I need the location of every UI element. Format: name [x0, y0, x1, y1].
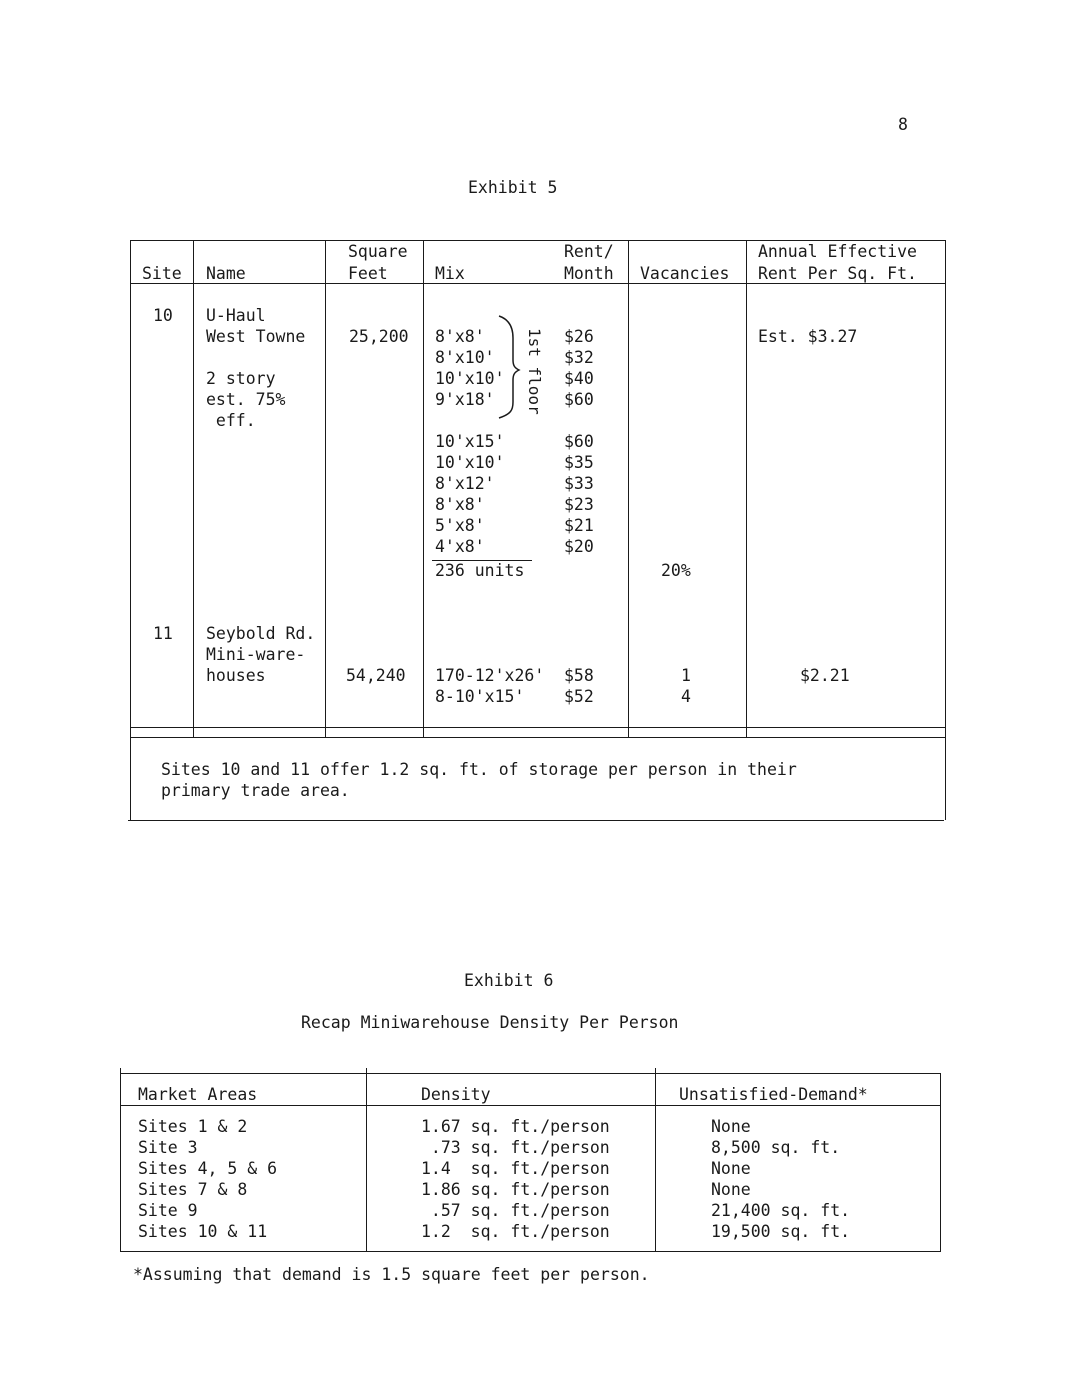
exhibit6-title: Exhibit 6 — [464, 971, 554, 990]
header-market-areas: Market Areas — [138, 1085, 258, 1104]
site11-annual: $2.21 — [800, 666, 850, 685]
site10-annual: Est. $3.27 — [758, 327, 858, 346]
floor-label: 1st floor — [525, 328, 544, 415]
header-vacancies: Vacancies — [640, 264, 730, 283]
site11-number: 11 — [153, 624, 173, 643]
site10-square-feet: 25,200 — [349, 327, 409, 346]
page-number: 8 — [898, 115, 908, 134]
header-density: Density — [421, 1085, 491, 1104]
site10-units-total: 236 units — [435, 561, 525, 580]
header-rent: Rent/ — [564, 242, 614, 261]
header-unsatisfied-demand: Unsatisfied-Demand* — [679, 1085, 868, 1104]
exhibit6-footnote: *Assuming that demand is 1.5 square feet per person. — [133, 1265, 650, 1284]
exhibit6-subtitle: Recap Miniwarehouse Density Per Person — [301, 1013, 679, 1032]
header-site: Site — [142, 264, 182, 283]
header-month: Month — [564, 264, 614, 283]
header-feet: Feet — [348, 264, 388, 283]
site11-square-feet: 54,240 — [346, 666, 406, 685]
header-annual: Annual Effective — [758, 242, 917, 261]
header-name: Name — [206, 264, 246, 283]
header-square: Square — [348, 242, 408, 261]
exhibit5-title: Exhibit 5 — [468, 178, 558, 197]
header-mix: Mix — [435, 264, 465, 283]
site10-vacancies: 20% — [661, 561, 691, 580]
site10-number: 10 — [153, 306, 173, 325]
header-rent-per-sqft: Rent Per Sq. Ft. — [758, 264, 917, 283]
floor-brace — [497, 314, 527, 419]
